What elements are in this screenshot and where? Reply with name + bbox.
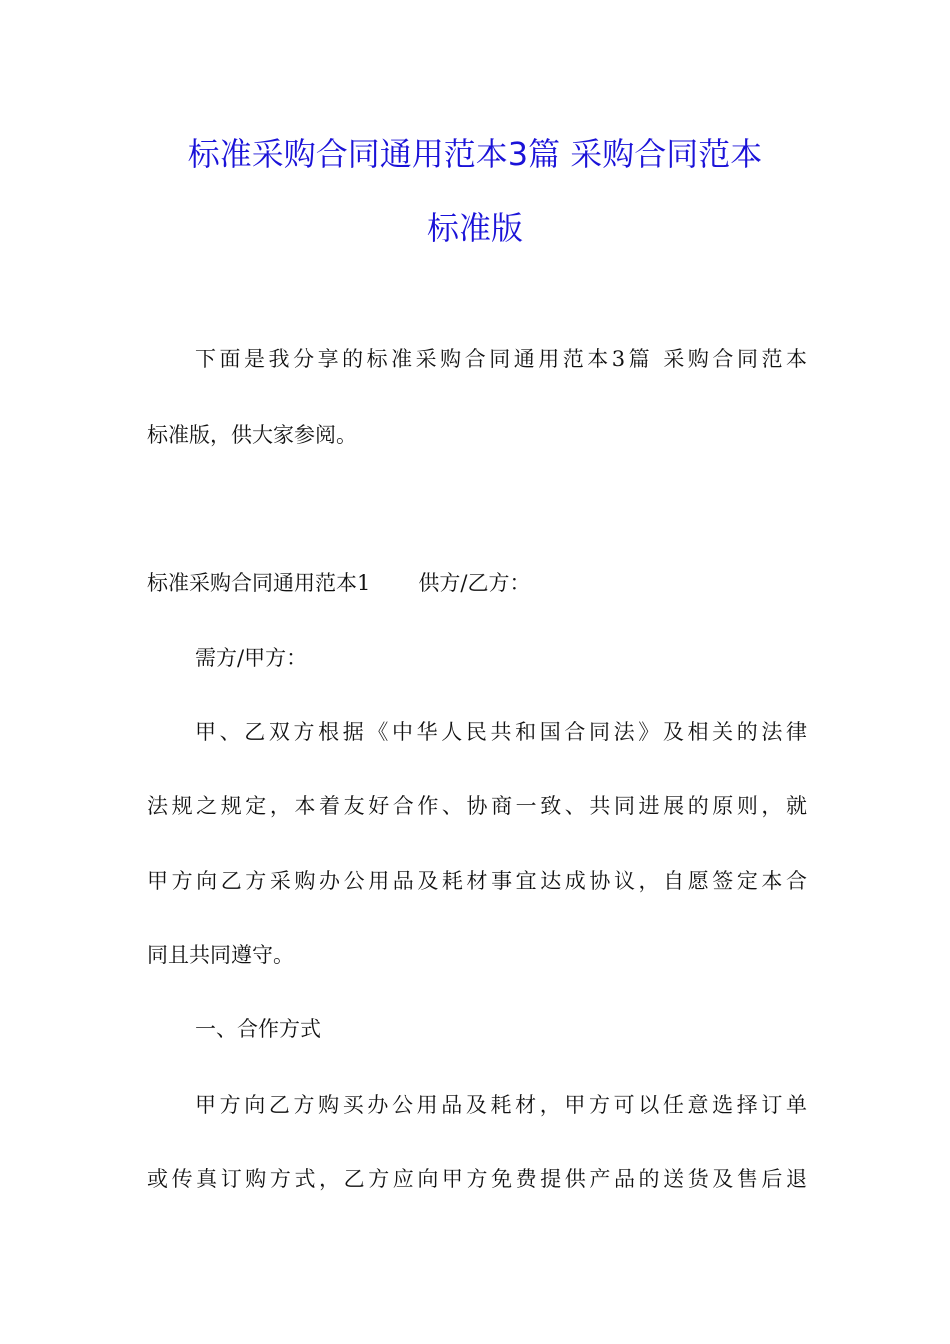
document-title-line-2: 标准版 — [426, 209, 523, 247]
paragraph-line: 甲方向乙方购买办公用品及耗材，甲方可以任意选择订单 — [195, 1093, 807, 1117]
paragraph-line: 同且共同遵守。 — [147, 943, 294, 967]
paragraph-line: 甲、乙双方根据《中华人民共和国合同法》及相关的法律 — [195, 720, 807, 744]
paragraph-line: 法规之规定，本着友好合作、协商一致、共同进展的原则，就 — [147, 794, 807, 818]
buyer-label: 需方/甲方： — [195, 646, 308, 670]
paragraph-line: 甲方向乙方采购办公用品及耗材事宜达成协议，自愿签定本合 — [147, 869, 807, 893]
section-heading: 标准采购合同通用范本1 — [147, 571, 371, 595]
document-title-line-1: 标准采购合同通用范本3篇 采购合同范本 — [187, 135, 763, 173]
supplier-label: 供方/乙方： — [418, 571, 531, 595]
section-heading-row — [147, 568, 807, 598]
intro-line-1: 下面是我分享的标准采购合同通用范本3篇 采购合同范本 — [195, 347, 807, 371]
paragraph-line: 或传真订购方式，乙方应向甲方免费提供产品的送货及售后退 — [147, 1167, 807, 1191]
intro-line-2: 标准版，供大家参阅。 — [147, 423, 357, 447]
clause-title: 一、合作方式 — [195, 1017, 321, 1041]
